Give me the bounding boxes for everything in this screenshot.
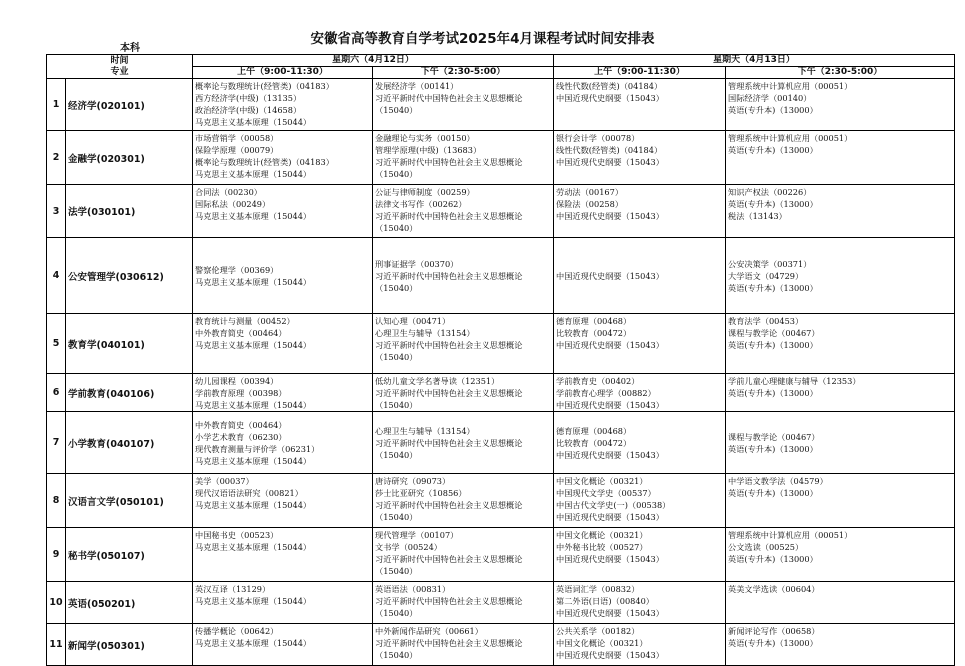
course-line: （15040） [375,566,418,576]
course-line: 中国文化概论（00321） [556,476,648,486]
course-line: 中国文化概论（00321） [556,638,648,648]
course-line: 中国近现代史纲要（15043） [556,93,664,103]
row-number: 6 [47,374,66,412]
course-line: （15040） [375,608,418,618]
course-line: 发展经济学（00141） [375,81,459,91]
row-number: 5 [47,314,66,374]
course-cell-sat-pm [373,238,554,314]
course-cell-sun-pm [726,374,955,412]
course-line: 马克思主义基本原理（15044） [195,500,312,510]
course-line: 线性代数(经管类)（04184） [556,81,663,91]
course-line: 保险法（00258） [556,199,624,209]
course-cell-sat-am [193,238,373,314]
course-cell-sun-am [554,624,726,666]
row-number: 4 [47,238,66,314]
course-line: 新闻评论写作（00658） [728,626,820,636]
course-line: 心理卫生与辅导（13154） [375,426,475,436]
course-line: （15040） [375,283,418,293]
course-line: 英语语法（00831） [375,584,451,594]
course-line: 马克思主义基本原理（15044） [195,596,312,606]
course-line: 警察伦理学（00369） [195,265,279,275]
course-line: 马克思主义基本原理（15044） [195,542,312,552]
course-line: 认知心理（00471） [375,316,451,326]
course-line: 课程与教学论（00467） [728,432,820,442]
course-line: 现代汉语语法研究（00821） [195,488,303,498]
course-line: 德育原理（00468） [556,426,632,436]
course-cell-sun-am [554,314,726,374]
course-line: 法律文书写作（00262） [375,199,467,209]
major-name: 秘书学(050107) [66,528,193,582]
course-cell-sun-pm [726,528,955,582]
row-number: 11 [47,624,66,666]
table-row [47,131,955,185]
major-name: 经济学(020101) [66,79,193,131]
course-line: 学前教育史（00402） [556,376,640,386]
course-line: 唐诗研究（09073） [375,476,451,486]
course-line: 英语(专升本)（13000） [728,199,818,209]
course-line: 小学艺术教育（06230） [195,432,287,442]
course-line: 习近平新时代中国特色社会主义思想概论 [375,596,523,606]
course-line: （15040） [375,650,418,660]
table-row [47,582,955,624]
course-line: 中国近现代史纲要（15043） [556,400,664,410]
course-line: 习近平新时代中国特色社会主义思想概论 [375,271,523,281]
course-line: 低幼儿童文学名著导读（12351） [375,376,500,386]
session-header-sun-pm: 下午（2:30-5:00） [726,67,955,79]
course-cell-sun-am [554,412,726,474]
course-line: 管理系统中计算机应用（00051） [728,133,853,143]
course-line: 习近平新时代中国特色社会主义思想概论 [375,554,523,564]
course-line: 公文选读（00525） [728,542,804,552]
major-name: 金融学(020301) [66,131,193,185]
course-line: 英美文学选读（00604） [728,584,820,594]
course-line: （15040） [375,450,418,460]
course-cell-sun-pm [726,131,955,185]
course-cell-sat-am [193,79,373,131]
course-line: 中国近现代史纲要（15043） [556,608,664,618]
course-line: 英汉互译（13129） [195,584,271,594]
major-name: 英语(050201) [66,582,193,624]
course-line: 线性代数(经管类)（04184） [556,145,663,155]
course-line: 中国近现代史纲要（15043） [556,211,664,221]
course-cell-sun-am [554,374,726,412]
course-cell-sat-pm [373,314,554,374]
header-row-days [47,55,955,67]
major-name: 新闻学(050301) [66,624,193,666]
course-line: 中外秘书比较（00527） [556,542,648,552]
course-line: 学前教育原理（00398） [195,388,287,398]
course-line: 习近平新时代中国特色社会主义思想概论 [375,438,523,448]
course-line: 习近平新时代中国特色社会主义思想概论 [375,157,523,167]
course-line: 英语(专升本)（13000） [728,488,818,498]
course-line: 中国近现代史纲要（15043） [556,512,664,522]
course-line: 公共关系学（00182） [556,626,640,636]
row-number: 1 [47,79,66,131]
course-line: 比较教育（00472） [556,328,632,338]
table-row [47,238,955,314]
course-line: 习近平新时代中国特色社会主义思想概论 [375,638,523,648]
course-line: 税法（13143） [728,211,787,221]
major-name: 法学(030101) [66,185,193,238]
major-name: 小学教育(040107) [66,412,193,474]
major-name: 公安管理学(030612) [66,238,193,314]
course-line: 习近平新时代中国特色社会主义思想概论 [375,388,523,398]
course-cell-sat-pm [373,474,554,528]
course-cell-sat-am [193,474,373,528]
course-line: 国际经济学（00140） [728,93,812,103]
course-line: 现代管理学（00107） [375,530,459,540]
course-line: 管理系统中计算机应用（00051） [728,530,853,540]
course-line: 管理系统中计算机应用（00051） [728,81,853,91]
course-cell-sun-pm [726,314,955,374]
course-cell-sat-am [193,528,373,582]
session-header-sun-am: 上午（9:00-11:30） [554,67,726,79]
course-line: 习近平新时代中国特色社会主义思想概论 [375,93,523,103]
course-line: 金融理论与实务（00150） [375,133,475,143]
course-cell-sat-am [193,582,373,624]
course-line: 中国近现代史纲要（15043） [556,271,664,281]
course-line: 管理学原理(中级)（13683） [375,145,482,155]
course-line: （15040） [375,105,418,115]
course-line: 英语(专升本)（13000） [728,388,818,398]
course-line: 英语(专升本)（13000） [728,554,818,564]
course-line: 保险学原理（00079） [195,145,279,155]
course-line: 中国近现代史纲要（15043） [556,554,664,564]
course-line: 马克思主义基本原理（15044） [195,117,312,127]
session-header-sat-pm: 下午（2:30-5:00） [373,67,554,79]
course-line: 中国近现代史纲要（15043） [556,340,664,350]
course-cell-sat-am [193,314,373,374]
course-cell-sat-pm [373,185,554,238]
table-row [47,314,955,374]
table-row [47,374,955,412]
day-header-sunday: 星期天（4月13日） [554,55,955,67]
course-line: 中外教育简史（00464） [195,328,287,338]
course-line: 习近平新时代中国特色社会主义思想概论 [375,500,523,510]
course-line: 教育法学（00453） [728,316,804,326]
row-number: 3 [47,185,66,238]
major-name: 汉语言文学(050101) [66,474,193,528]
row-number: 7 [47,412,66,474]
course-cell-sat-pm [373,412,554,474]
course-cell-sun-pm [726,474,955,528]
course-line: 莎士比亚研究（10856） [375,488,467,498]
row-number: 2 [47,131,66,185]
day-header-saturday: 星期六（4月12日） [193,55,554,67]
course-line: 合同法（00230） [195,187,262,197]
course-line: （15040） [375,512,418,522]
course-line: （15040） [375,223,418,233]
course-line: 马克思主义基本原理（15044） [195,277,312,287]
course-line: 中国近现代史纲要（15043） [556,157,664,167]
course-line: 刑事证据学（00370） [375,259,459,269]
course-cell-sun-am [554,582,726,624]
course-line: 学前儿童心理健康与辅导（12353） [728,376,861,386]
course-line: 概率论与数理统计(经管类)（04183） [195,157,334,167]
course-line: 英语(专升本)（13000） [728,105,818,115]
course-line: 文书学（00524） [375,542,442,552]
course-cell-sun-am [554,528,726,582]
course-line: 市场营销学（00058） [195,133,279,143]
course-line: 中国现代文学史（00537） [556,488,656,498]
course-line: 知识产权法（00226） [728,187,812,197]
course-line: 习近平新时代中国特色社会主义思想概论 [375,211,523,221]
course-cell-sat-am [193,624,373,666]
course-cell-sat-pm [373,79,554,131]
corner-header [47,55,193,79]
course-line: 德育原理（00468） [556,316,632,326]
course-cell-sat-am [193,185,373,238]
corner-label-time: 时间 [110,55,129,66]
course-cell-sun-pm [726,624,955,666]
course-line: 马克思主义基本原理（15044） [195,169,312,179]
course-cell-sun-pm [726,185,955,238]
course-line: 大学语文（04729） [728,271,804,281]
table-row [47,528,955,582]
major-name: 学前教育(040106) [66,374,193,412]
table-row [47,474,955,528]
course-line: 现代教育测量与评价学（06231） [195,444,320,454]
course-cell-sat-am [193,131,373,185]
course-line: （15040） [375,169,418,179]
page-title: 安徽省高等教育自学考试2025年4月课程考试时间安排表 [310,31,655,47]
course-line: 英语(专升本)（13000） [728,444,818,454]
course-line: 学前教育心理学（00882） [556,388,656,398]
course-line: 英语词汇学（00832） [556,584,640,594]
corner-label-level: 本科 [120,43,140,54]
course-line: 美学（00037） [195,476,254,486]
course-cell-sat-am [193,412,373,474]
course-cell-sun-am [554,238,726,314]
course-line: 公安决策学（00371） [728,259,812,269]
table-row [47,624,955,666]
course-line: 政治经济学(中级)（14658） [195,105,302,115]
course-line: 心理卫生与辅导（13154） [375,328,475,338]
schedule-table [46,54,955,666]
course-line: 国际私法（00249） [195,199,271,209]
course-line: 英语(专升本)（13000） [728,638,818,648]
corner-label-major: 专业 [110,66,129,77]
course-line: 中国近现代史纲要（15043） [556,450,664,460]
course-cell-sun-am [554,185,726,238]
course-line: 中国古代文学史(一)（00538） [556,500,671,510]
course-line: 英语(专升本)（13000） [728,283,818,293]
course-cell-sun-pm [726,582,955,624]
course-line: 中外教育简史（00464） [195,420,287,430]
row-number: 10 [47,582,66,624]
course-line: 英语(专升本)（13000） [728,145,818,155]
session-header-sat-am: 上午（9:00-11:30） [193,67,373,79]
course-cell-sun-am [554,79,726,131]
course-line: 概率论与数理统计(经管类)（04183） [195,81,334,91]
course-cell-sat-pm [373,582,554,624]
course-line: 中国近现代史纲要（15043） [556,650,664,660]
course-line: 劳动法（00167） [556,187,624,197]
course-cell-sun-am [554,131,726,185]
course-line: （15040） [375,352,418,362]
course-cell-sun-am [554,474,726,528]
course-line: 比较教育（00472） [556,438,632,448]
course-line: 中国秘书史（00523） [195,530,279,540]
row-number: 8 [47,474,66,528]
table-row [47,412,955,474]
course-cell-sun-pm [726,412,955,474]
course-cell-sat-pm [373,374,554,412]
major-name: 教育学(040101) [66,314,193,374]
course-line: 西方经济学(中级)（13135） [195,93,302,103]
course-line: 马克思主义基本原理（15044） [195,400,312,410]
course-line: 银行会计学（00078） [556,133,640,143]
course-line: 教育统计与测量（00452） [195,316,295,326]
course-line: 传播学概论（00642） [195,626,279,636]
course-line: 中外新闻作品研究（00661） [375,626,483,636]
course-cell-sat-pm [373,528,554,582]
course-line: 马克思主义基本原理（15044） [195,638,312,648]
course-cell-sun-pm [726,79,955,131]
course-cell-sat-pm [373,131,554,185]
table-row [47,185,955,238]
course-line: 中学语文教学法（04579） [728,476,828,486]
course-cell-sun-pm [726,238,955,314]
course-line: 马克思主义基本原理（15044） [195,211,312,221]
course-line: 第二外语(日语)（00840） [556,596,654,606]
row-number: 9 [47,528,66,582]
course-line: （15040） [375,400,418,410]
table-row [47,79,955,131]
course-line: 幼儿园课程（00394） [195,376,279,386]
course-line: 马克思主义基本原理（15044） [195,456,312,466]
course-line: 公证与律师制度（00259） [375,187,475,197]
course-line: 中国文化概论（00321） [556,530,648,540]
course-line: 习近平新时代中国特色社会主义思想概论 [375,340,523,350]
course-line: 课程与教学论（00467） [728,328,820,338]
course-cell-sat-pm [373,624,554,666]
course-line: 英语(专升本)（13000） [728,340,818,350]
course-line: 马克思主义基本原理（15044） [195,340,312,350]
course-cell-sat-am [193,374,373,412]
